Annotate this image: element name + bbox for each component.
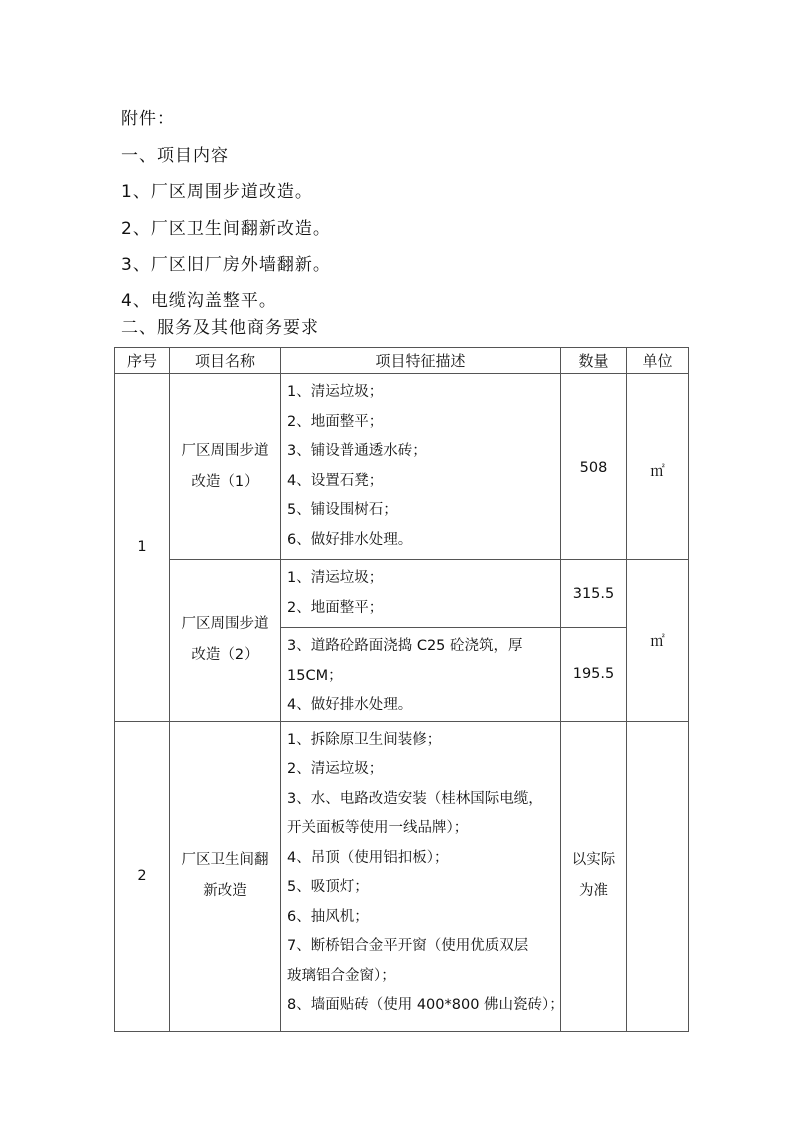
table-row: [115, 721, 689, 1031]
desc-line: 8、墙面贴砖（使用 400*800 佛山瓷砖）；: [287, 997, 564, 1013]
desc-line: 1、拆除原卫生间装修；: [287, 731, 442, 748]
cell-desc: [281, 374, 561, 560]
header-qty: 数量: [561, 348, 627, 374]
desc-line: 3、道路砼路面浇捣 C25 砼浇筑，厚: [287, 638, 523, 654]
desc-line: 1、清运垃圾；: [287, 570, 384, 586]
header-no: 序号: [115, 348, 170, 374]
content-item: 4、电缆沟盖整平。: [121, 291, 277, 311]
name-line: 厂区卫生间翻: [181, 852, 269, 868]
qty-line: 为准: [579, 883, 608, 899]
desc-line: 3、水、电路改造安装（桂林国际电缆，: [287, 790, 543, 807]
cell-unit: ㎡: [627, 560, 689, 722]
content-item: 1、厂区周围步道改造。: [121, 182, 313, 202]
table-header-row: [115, 348, 689, 374]
desc-line: 4、设置石凳；: [287, 472, 384, 489]
desc-line: 4、吊顶（使用铝扣板）；: [287, 849, 449, 866]
desc-line: 5、吸顶灯；: [287, 879, 369, 895]
cell-qty: 508: [561, 374, 627, 560]
cell-unit: ㎡: [627, 374, 689, 560]
attachment-heading: 附件：: [121, 109, 175, 129]
cell-name: [170, 560, 281, 722]
content-item: 3、厂区旧厂房外墙翻新。: [121, 255, 331, 275]
table-row: [115, 560, 689, 628]
requirements-table: [114, 347, 689, 1032]
desc-line: 3、铺设普通透水砖；: [287, 443, 427, 459]
desc-line: 玻璃铝合金窗）；: [287, 967, 396, 984]
header-name: 项目名称: [170, 348, 281, 374]
cell-desc: [281, 721, 564, 1031]
name-line: 改造（1）: [191, 473, 259, 490]
cell-name: [170, 721, 281, 1031]
desc-line: 4、做好排水处理。: [287, 697, 413, 713]
desc-line: 2、地面整平；: [287, 413, 384, 430]
section-title-requirements: 二、服务及其他商务要求: [121, 318, 319, 338]
header-unit: 单位: [627, 348, 689, 374]
name-line: 新改造: [203, 883, 247, 899]
cell-qty: 195.5: [561, 628, 627, 722]
qty-line: 以实际: [571, 852, 616, 868]
name-line: 厂区周围步道: [181, 442, 269, 459]
section-title-project-content: 一、项目内容: [121, 146, 229, 166]
desc-line: 6、抽风机；: [287, 908, 369, 925]
cell-no: 1: [115, 374, 170, 722]
cell-qty: 315.5: [561, 560, 627, 628]
name-line: 改造（2）: [191, 647, 259, 664]
cell-name: [170, 374, 281, 560]
cell-qty: [561, 721, 627, 1031]
desc-line: 开关面板等使用一线品牌）；: [287, 820, 469, 836]
content-item: 2、厂区卫生间翻新改造。: [121, 219, 331, 239]
desc-line: 2、地面整平；: [287, 599, 384, 616]
desc-line: 6、做好排水处理。: [287, 531, 413, 548]
desc-line: 5、铺设围树石；: [287, 502, 398, 518]
desc-line: 1、清运垃圾；: [287, 384, 384, 400]
cell-desc: [281, 628, 561, 722]
cell-desc: [281, 560, 561, 628]
cell-unit: [627, 721, 689, 1031]
desc-line: 15CM；: [287, 667, 343, 684]
header-desc: 项目特征描述: [281, 348, 561, 374]
table-row: [115, 374, 689, 560]
name-line: 厂区周围步道: [181, 616, 269, 633]
desc-line: 7、断桥铝合金平开窗（使用优质双层: [287, 938, 529, 954]
desc-line: 2、清运垃圾；: [287, 761, 384, 777]
cell-no: 2: [115, 721, 170, 1031]
